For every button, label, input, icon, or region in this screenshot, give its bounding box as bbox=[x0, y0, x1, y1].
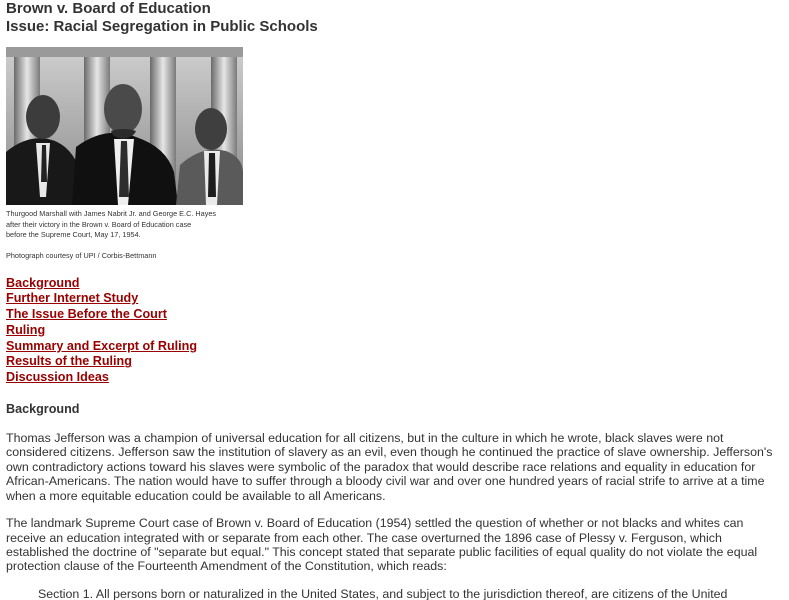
nav-link-discussion[interactable]: Discussion Ideas bbox=[6, 370, 109, 385]
nav-link-issue[interactable]: The Issue Before the Court bbox=[6, 307, 167, 322]
nav-link-results[interactable]: Results of the Ruling bbox=[6, 354, 132, 369]
nav-item-summary bbox=[6, 338, 786, 354]
nav-item-background bbox=[6, 275, 786, 291]
page-title: Brown v. Board of Education bbox=[6, 0, 211, 17]
section-nav bbox=[6, 275, 786, 386]
constitution-quote: Section 1. All persons born or naturalized in the United States, and subject to the jurisdiction thereof, are citizens of the United bbox=[38, 586, 728, 600]
background-paragraph-2: The landmark Supreme Court case of Brown v. Board of Education (1954) settled the question of whether or not blacks and whites can receive an education integrated with or separate from each other. The case overturned the 1896 case of Plessy v. Ferguson, which established the doctrine of "separate but equal." This concept stated that separate public facilities of equal quality do not violate the equal protection clause of the Fourteenth Amendment of the Constitution, which reads: bbox=[6, 516, 758, 574]
nav-link-background[interactable]: Background bbox=[6, 275, 80, 290]
page-subtitle: Issue: Racial Segregation in Public Schools bbox=[6, 18, 318, 35]
nav-link-further-study[interactable]: Further Internet Study bbox=[6, 291, 139, 306]
caption-line: after their victory in the Brown v. Board of Education case bbox=[6, 219, 192, 229]
background-heading: Background bbox=[6, 402, 80, 417]
nav-item-ruling bbox=[6, 322, 786, 338]
photo-image bbox=[6, 47, 243, 205]
nav-link-ruling[interactable]: Ruling bbox=[6, 322, 46, 337]
nav-item-issue bbox=[6, 306, 786, 322]
nav-item-discussion bbox=[6, 369, 786, 385]
photo-credit: Photograph courtesy of UPI / Corbis-Bettmann bbox=[6, 250, 157, 260]
caption-line: Thurgood Marshall with James Nabrit Jr. and George E.C. Hayes bbox=[6, 209, 217, 218]
nav-item-further-study bbox=[6, 290, 786, 306]
historical-photo bbox=[6, 47, 243, 205]
nav-link-summary[interactable]: Summary and Excerpt of Ruling bbox=[6, 338, 198, 353]
caption-line: before the Supreme Court, May 17, 1954. bbox=[6, 230, 141, 239]
page-content bbox=[6, 0, 786, 600]
background-paragraph-1: Thomas Jefferson was a champion of universal education for all citizens, but in the culture in which he wrote, black slaves were not considered citizens. Jefferson saw the institution of slavery as an evil, even though he continued the practice of slave ownership. Jefferson's own contradictory actions toward his slaves were symbolic of the paradox that would describe race relations and equality in education for African-Americans. The nation would have to suffer through a bloody civil war and over one hundred years of racial strife to arrive at a time when a more equitable education could be available to all Americans. bbox=[6, 431, 773, 503]
nav-item-results bbox=[6, 353, 786, 369]
photo-caption bbox=[6, 209, 246, 241]
